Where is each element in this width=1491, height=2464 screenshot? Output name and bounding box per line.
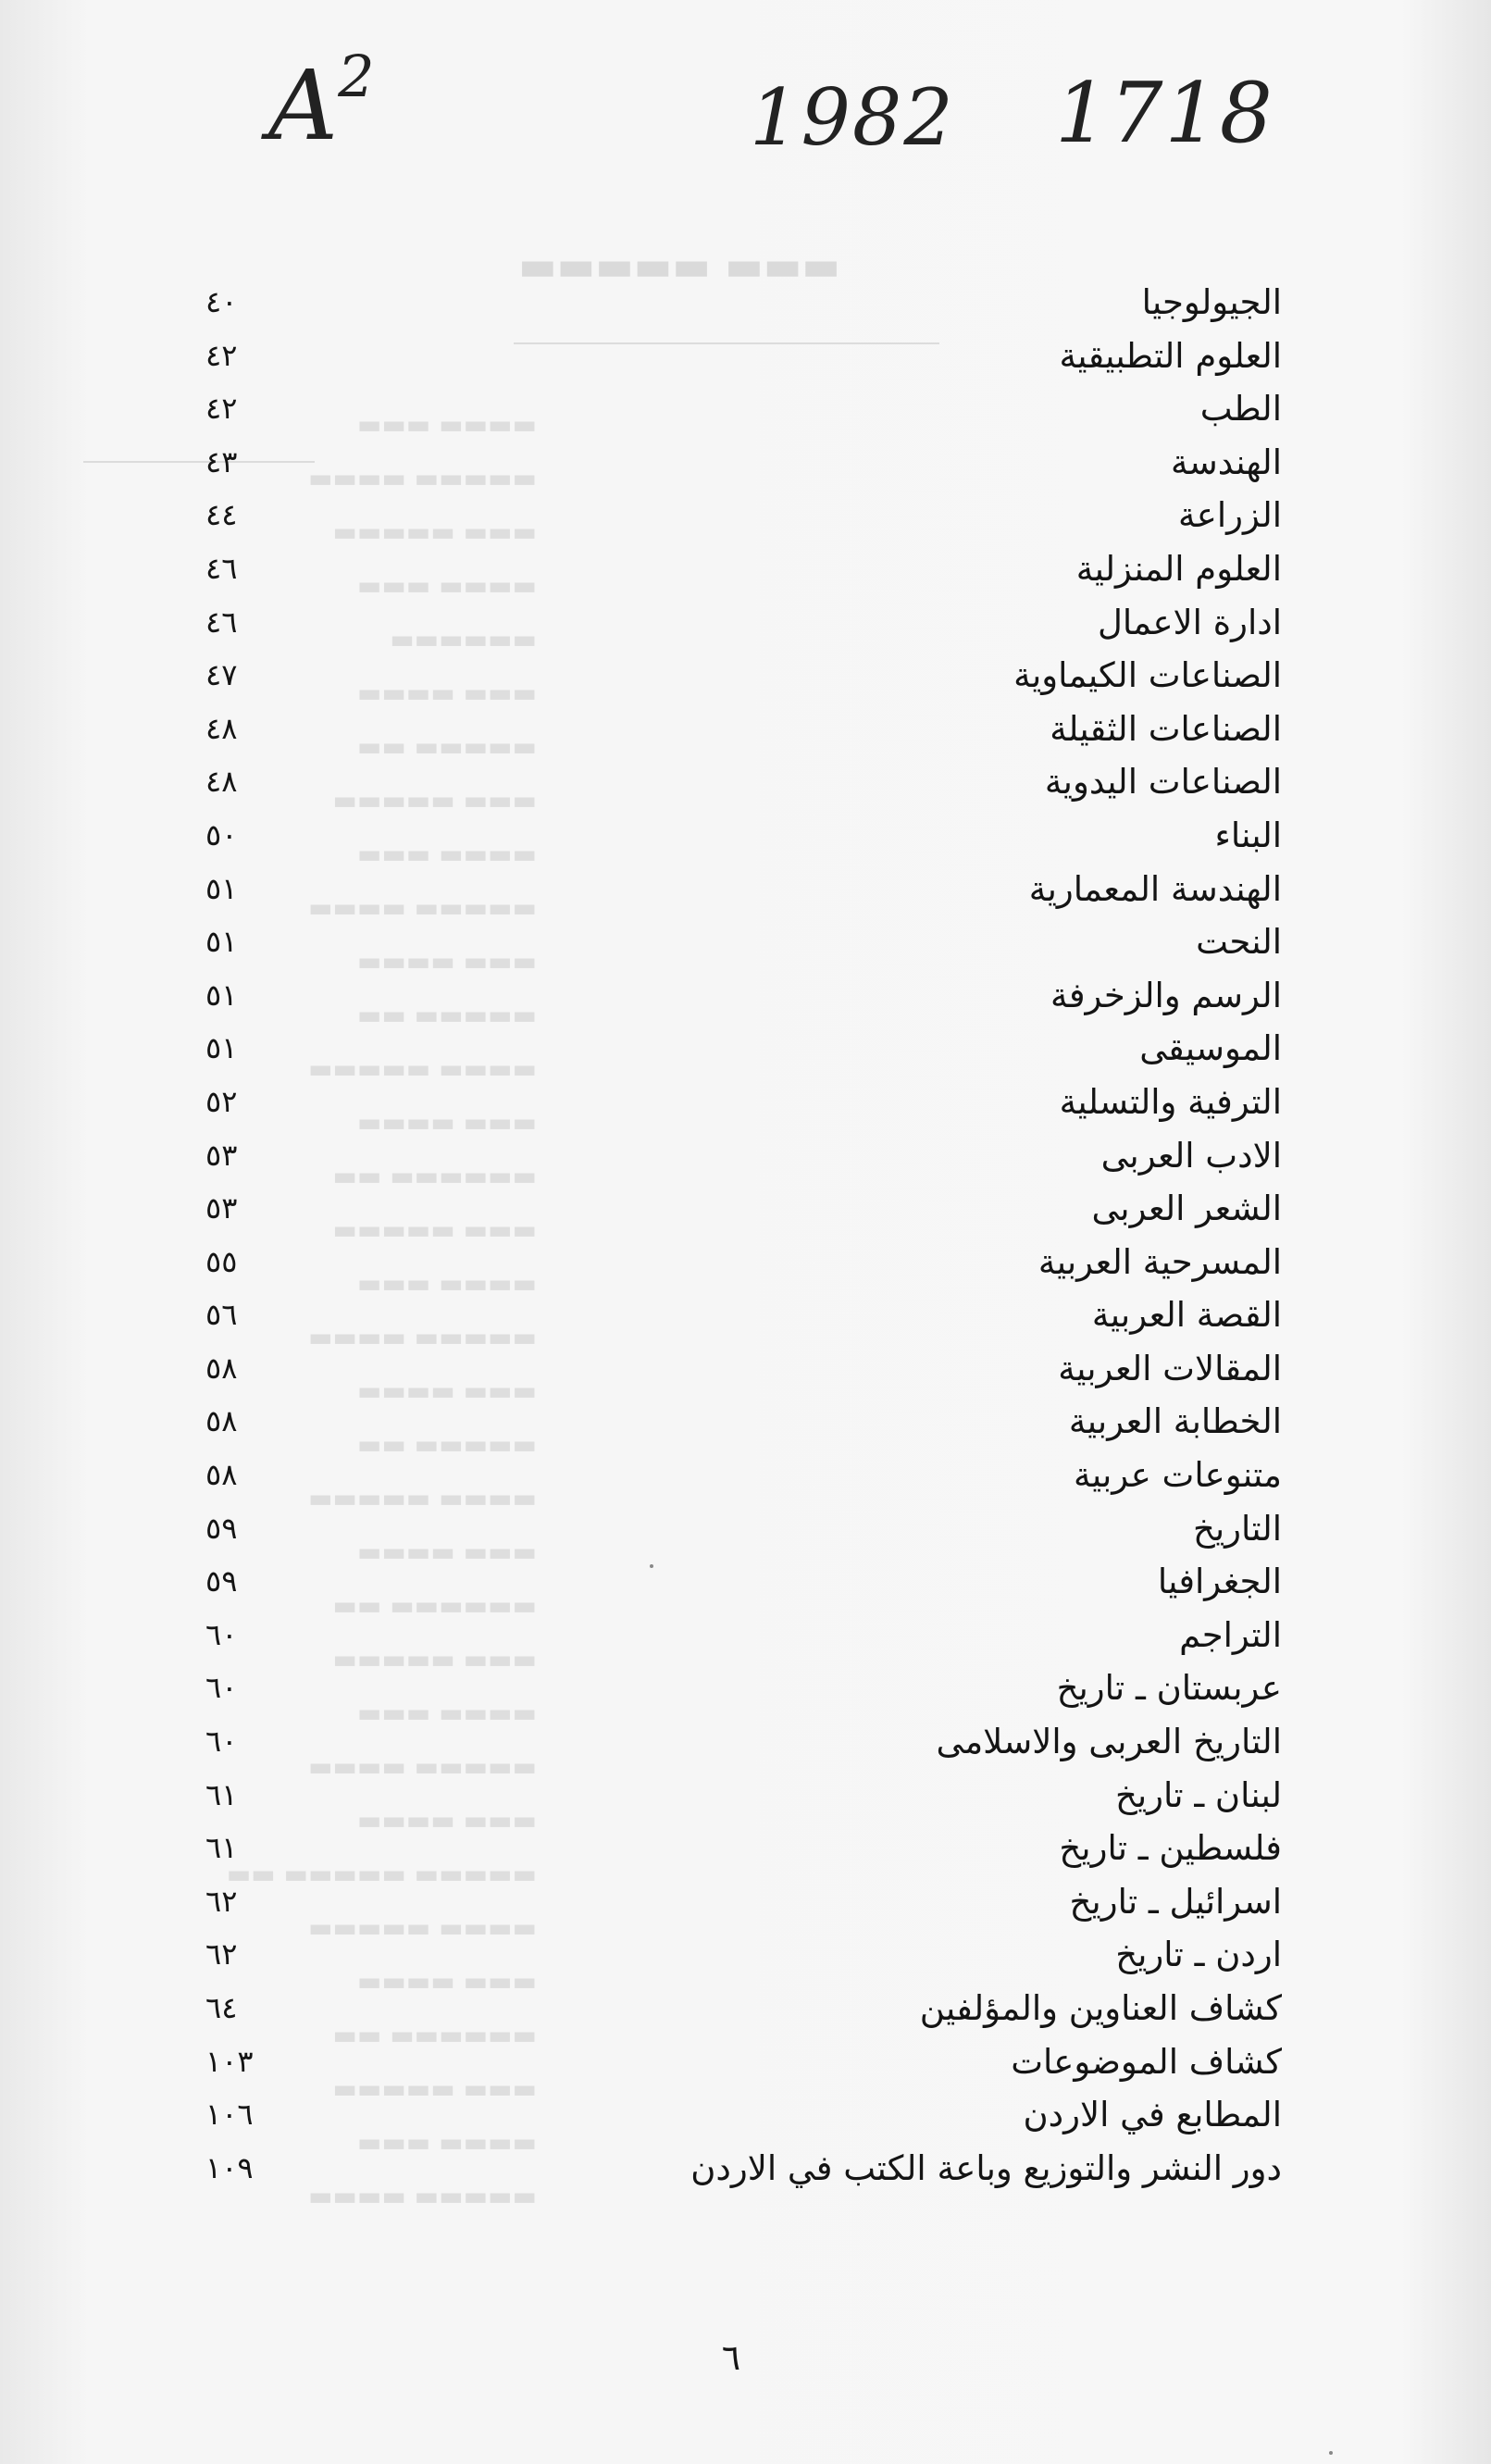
toc-entry-page: ٤٠ <box>205 284 238 319</box>
toc-row <box>0 2088 1491 2142</box>
toc-entry-page: ٥٨ <box>205 1457 238 1493</box>
toc-row <box>0 382 1491 436</box>
toc-row <box>0 809 1491 863</box>
toc-row <box>0 2142 1491 2196</box>
toc-entry-page: ٥١ <box>205 977 238 1013</box>
toc-entry-page: ٥٩ <box>205 1563 238 1599</box>
toc-entry-page: ٦٢ <box>205 1883 238 1919</box>
toc-entry-title: الهندسة المعمارية <box>1028 868 1282 909</box>
bleed-through-heading: ▬▬▬ ▬▬▬▬▬ <box>518 243 840 290</box>
toc-entry-title: دور النشر والتوزيع وباعة الكتب في الاردن <box>690 2147 1282 2188</box>
toc-entry-title: الترفية والتسلية <box>1059 1081 1282 1122</box>
handwritten-letter: $A^2$ <box>268 43 375 162</box>
toc-entry-page: ٤٨ <box>205 764 238 800</box>
toc-entry-page: ٤٧ <box>205 657 238 693</box>
toc-entry-page: ٥١ <box>205 924 238 960</box>
toc-row <box>0 1982 1491 2035</box>
toc-entry-page: ٤٣ <box>205 443 238 479</box>
toc-row <box>0 1928 1491 1982</box>
toc-entry-title: الجيولوجيا <box>1141 282 1282 322</box>
toc-entry-title: الشعر العربى <box>1091 1188 1282 1229</box>
toc-row <box>0 863 1491 916</box>
toc-entry-title: المطابع في الاردن <box>1023 2095 1282 2135</box>
toc-row <box>0 755 1491 809</box>
toc-entry-title: العلوم المنزلية <box>1075 548 1282 589</box>
toc-entry-title: لبنان ـ تاريخ <box>1114 1774 1282 1815</box>
toc-entry-page: ٤٢ <box>205 391 238 427</box>
toc-entry-title: الخطابة العربية <box>1068 1401 1282 1442</box>
toc-entry-title: الموسيقى <box>1139 1028 1282 1069</box>
toc-entry-page: ٦٠ <box>205 1670 238 1706</box>
toc-entry-page: ٥٣ <box>205 1190 238 1226</box>
toc-entry-page: ٤٤ <box>205 497 238 533</box>
toc-row <box>0 1342 1491 1396</box>
toc-entry-title: اردن ـ تاريخ <box>1115 1935 1282 1975</box>
bleed-through-column: ▬▬▬▬ ▬▬▬ ▬▬▬▬▬ ▬▬▬▬ ▬▬▬ ▬▬▬▬▬ ▬▬▬▬ ▬▬▬ ▬▬▬▬▬▬ ▬▬▬ ▬▬▬▬ ▬▬▬▬▬ ▬▬ ▬▬▬ ▬▬▬▬▬ ▬▬▬▬ ▬▬▬ ▬▬▬▬▬ ▬▬▬▬ ▬▬▬ ▬▬▬▬ ▬▬▬▬▬ ▬▬ ▬▬▬▬ ▬▬▬▬▬ ▬▬▬ ▬▬▬▬ ▬▬▬▬▬▬ ▬▬ ▬▬▬ ▬▬▬▬▬ ▬▬▬▬ ▬▬▬ ▬▬▬▬▬ ▬▬▬▬ ▬▬▬ ▬▬▬▬ ▬▬▬▬▬ ▬▬ ▬▬▬▬ ▬▬▬▬▬ ▬▬▬ ▬▬▬▬ ▬▬▬▬▬▬ ▬▬ ▬▬▬ ▬▬▬▬▬ ▬▬▬▬ ▬▬▬ ▬▬▬▬▬ ▬▬▬▬ ▬▬▬ ▬▬▬▬ ▬▬▬▬▬ ▬▬▬▬▬ ▬▬ ▬▬▬▬ ▬▬▬▬▬ ▬▬▬ ▬▬▬▬ ▬▬▬▬▬▬ ▬▬ ▬▬▬ ▬▬▬▬▬ ▬▬▬▬ ▬▬▬ ▬▬▬▬▬ ▬▬▬▬ <box>226 409 537 2211</box>
toc-row <box>0 1182 1491 1236</box>
toc-row <box>0 1129 1491 1183</box>
toc-entry-page: ٥١ <box>205 1030 238 1066</box>
toc-row <box>0 1449 1491 1502</box>
toc-entry-title: العلوم التطبيقية <box>1059 335 1282 376</box>
toc-entry-title: اسرائيل ـ تاريخ <box>1069 1881 1282 1922</box>
handwritten-number: 1718 <box>1055 65 1275 162</box>
toc-entry-title: كشاف الموضوعات <box>1011 2041 1282 2082</box>
toc-entry-title: الطب <box>1199 389 1282 429</box>
toc-row <box>0 436 1491 490</box>
toc-row <box>0 649 1491 703</box>
toc-entry-page: ٦١ <box>205 1776 238 1812</box>
toc-entry-title: المسرحية العربية <box>1037 1241 1282 1282</box>
toc-entry-title: الصناعات الثقيلة <box>1050 708 1282 749</box>
toc-entry-title: التراجم <box>1179 1614 1282 1655</box>
toc-entry-page: ١٠٩ <box>205 2149 254 2185</box>
toc-entry-title: متنوعات عربية <box>1074 1455 1282 1496</box>
toc-row <box>0 1395 1491 1449</box>
toc-row <box>0 1822 1491 1875</box>
toc-entry-page: ٥٢ <box>205 1083 238 1119</box>
toc-entry-page: ٦٤ <box>205 1990 238 2025</box>
handwritten-superscript: 2 <box>338 43 375 111</box>
toc-entry-title: المقالات العربية <box>1058 1348 1282 1388</box>
toc-entry-title: ادارة الاعمال <box>1097 602 1282 642</box>
toc-entry-page: ٦٠ <box>205 1616 238 1652</box>
toc-row <box>0 1609 1491 1662</box>
table-of-contents <box>0 276 1491 2195</box>
toc-entry-title: الرسم والزخرفة <box>1050 975 1282 1015</box>
toc-entry-page: ٥٥ <box>205 1243 238 1279</box>
toc-row <box>0 1555 1491 1609</box>
toc-entry-page: ٥٨ <box>205 1350 238 1386</box>
toc-row <box>0 596 1491 650</box>
toc-row <box>0 1236 1491 1289</box>
toc-entry-page: ٦٠ <box>205 1724 238 1760</box>
toc-row <box>0 330 1491 383</box>
toc-row <box>0 969 1491 1023</box>
toc-entry-page: ٥٩ <box>205 1510 238 1546</box>
toc-entry-page: ٥٦ <box>205 1297 238 1333</box>
page-number: ٦ <box>721 2337 741 2378</box>
toc-row <box>0 1715 1491 1769</box>
toc-row <box>0 1875 1491 1929</box>
toc-row <box>0 1022 1491 1076</box>
toc-row <box>0 1502 1491 1556</box>
toc-entry-title: الجغرافيا <box>1157 1562 1282 1602</box>
toc-entry-page: ٦١ <box>205 1830 238 1866</box>
toc-row <box>0 1769 1491 1823</box>
toc-entry-title: عربستان ـ تاريخ <box>1056 1668 1282 1709</box>
toc-entry-page: ١٠٣ <box>205 2043 254 2079</box>
toc-row <box>0 542 1491 596</box>
toc-entry-title: الصناعات اليدوية <box>1044 762 1282 803</box>
toc-entry-page: ١٠٦ <box>205 2097 254 2133</box>
toc-row <box>0 1661 1491 1715</box>
toc-entry-page: ٥٨ <box>205 1403 238 1439</box>
toc-entry-page: ٥١ <box>205 870 238 906</box>
toc-entry-title: البناء <box>1214 815 1282 855</box>
toc-row <box>0 2035 1491 2089</box>
toc-entry-page: ٦٢ <box>205 1936 238 1972</box>
paper-speck <box>650 1564 653 1568</box>
paper-speck <box>1329 2451 1333 2455</box>
toc-entry-title: التاريخ <box>1192 1508 1282 1549</box>
toc-entry-title: الهندسة <box>1170 442 1282 482</box>
toc-entry-page: ٤٦ <box>205 604 238 640</box>
toc-entry-title: كشاف العناوين والمؤلفين <box>919 1988 1282 2028</box>
toc-row <box>0 915 1491 969</box>
toc-entry-page: ٤٢ <box>205 337 238 373</box>
toc-entry-title: القصة العربية <box>1091 1295 1282 1336</box>
toc-row <box>0 1288 1491 1342</box>
toc-row <box>0 1076 1491 1129</box>
toc-entry-page: ٤٦ <box>205 550 238 586</box>
toc-entry-title: الزراعة <box>1177 495 1282 536</box>
toc-row <box>0 703 1491 756</box>
toc-entry-title: التاريخ العربى والاسلامى <box>936 1722 1282 1762</box>
handwritten-year: 1982 <box>750 72 955 163</box>
toc-entry-title: النحت <box>1196 922 1282 963</box>
toc-entry-title: فلسطين ـ تاريخ <box>1059 1828 1282 1869</box>
toc-entry-title: الادب العربى <box>1100 1135 1282 1176</box>
toc-entry-page: ٥٠ <box>205 816 238 852</box>
toc-row <box>0 489 1491 542</box>
toc-entry-page: ٥٣ <box>205 1137 238 1173</box>
toc-row <box>0 276 1491 330</box>
toc-entry-page: ٤٨ <box>205 710 238 746</box>
toc-entry-title: الصناعات الكيماوية <box>1013 655 1282 696</box>
